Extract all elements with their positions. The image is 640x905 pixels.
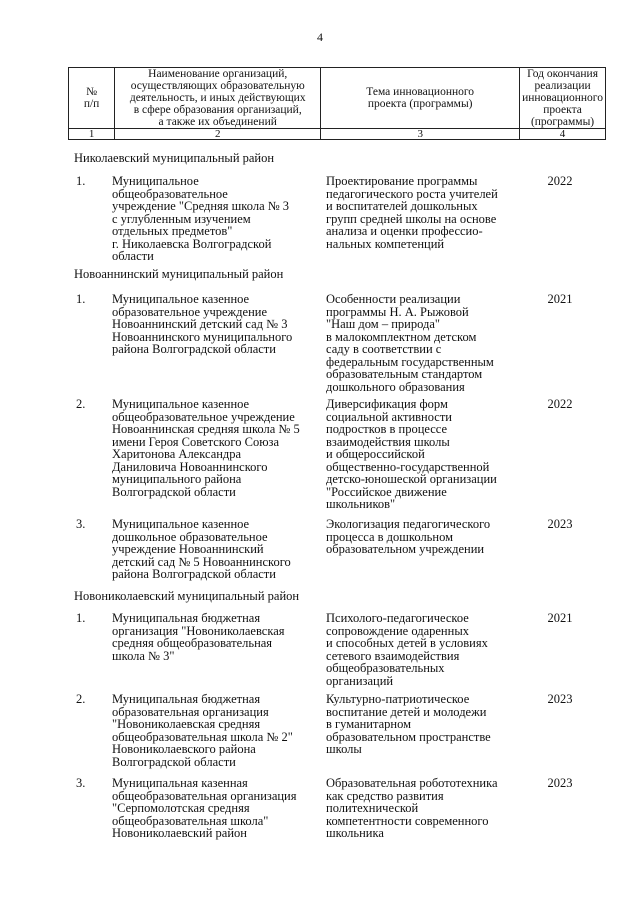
row-number: 1. — [76, 611, 86, 625]
header-num-1: 1 — [69, 129, 115, 140]
page-number: 4 — [317, 30, 323, 44]
organization-name: Муниципальное казенное дошкольное образовательное учреждение Новоаннинский детский сад № 5 Новоаннинского района Волгоградской области — [112, 517, 291, 581]
row-number: 3. — [76, 517, 86, 531]
header-col-topic: Тема инновационного проекта (программы) — [321, 68, 520, 129]
organization-name: Муниципальное казенное образовательное учреждение Новоаннинский детский сад № 3 Новоаннинского муниципального района Волгоградской области — [112, 292, 293, 356]
project-topic: Культурно-патриотическое воспитание детей и молодежи в гуманитарном образовательном пространстве школы — [326, 692, 491, 756]
completion-year: 2022 — [547, 397, 573, 411]
project-topic: Образовательная робототехника как средство развития политехнической компетентности современного школьника — [326, 776, 498, 840]
completion-year: 2021 — [547, 292, 573, 306]
project-topic: Диверсификация форм социальной активности подростков в процессе взаимодействия школы и общероссийской общественно-государственной детско-юношеской организации "Российское движение школьников" — [326, 397, 497, 511]
header-num-4: 4 — [520, 129, 606, 140]
row-number: 1. — [76, 174, 86, 188]
project-topic: Проектирование программы педагогического роста учителей и воспитателей дошкольных групп средней школы на основе анализа и оценки профессио- нальных компетенций — [326, 174, 498, 251]
header-col-organization: Наименование организаций, осуществляющих образовательную деятельность, и иных действующих в сфере образования организаций, а также их объединений — [115, 68, 321, 129]
completion-year: 2021 — [547, 611, 573, 625]
table-header — [68, 67, 606, 140]
header-col-year: Год окончания реализации инновационного проекта (программы) — [520, 68, 606, 129]
row-number: 2. — [76, 397, 86, 411]
organization-name: Муниципальное казенное общеобразовательное учреждение Новоаннинская средняя школа № 5 имени Героя Советского Союза Харитонова Александра Даниловича Новоаннинского муниципального района Волгоградской области — [112, 397, 300, 499]
organization-name: Муниципальная бюджетная организация "Новониколаевская средняя общеобразовательная школа № 3" — [112, 611, 285, 663]
district-heading: Новониколаевский муниципальный район — [74, 589, 300, 603]
row-number: 2. — [76, 692, 86, 706]
header-num-2: 2 — [115, 129, 321, 140]
row-number: 3. — [76, 776, 86, 790]
completion-year: 2023 — [547, 517, 573, 531]
completion-year: 2023 — [547, 692, 573, 706]
header-col-number: № п/п — [69, 68, 115, 129]
completion-year: 2022 — [547, 174, 573, 188]
project-topic: Экологизация педагогического процесса в дошкольном образовательном учреждении — [326, 517, 491, 556]
project-topic: Психолого-педагогическое сопровождение одаренных и способных детей в условиях сетевого взаимодействия общеобразовательных организаций — [326, 611, 488, 688]
organization-name: Муниципальное общеобразовательное учреждение "Средняя школа № 3 с углубленным изучением отдельных предметов" г. Николаевска Волгоградской области — [112, 174, 290, 263]
organization-name: Муниципальная бюджетная образовательная организация "Новониколаевская средняя общеобразовательная школа № 2" Новониколаевского района Волгоградской области — [112, 692, 293, 769]
row-number: 1. — [76, 292, 86, 306]
district-heading: Николаевский муниципальный район — [74, 151, 275, 165]
organization-name: Муниципальная казенная общеобразовательная организация "Серпомолотская средняя общеобразовательная школа" Новониколаевский район — [112, 776, 297, 840]
project-topic: Особенности реализации программы Н. А. Рыжовой "Наш дом – природа" в малокомплектном детском саду в соответствии с федеральным государственным образовательным стандартом дошкольного образования — [326, 292, 494, 394]
header-num-3: 3 — [321, 129, 520, 140]
completion-year: 2023 — [547, 776, 573, 790]
district-heading: Новоаннинский муниципальный район — [74, 267, 284, 281]
